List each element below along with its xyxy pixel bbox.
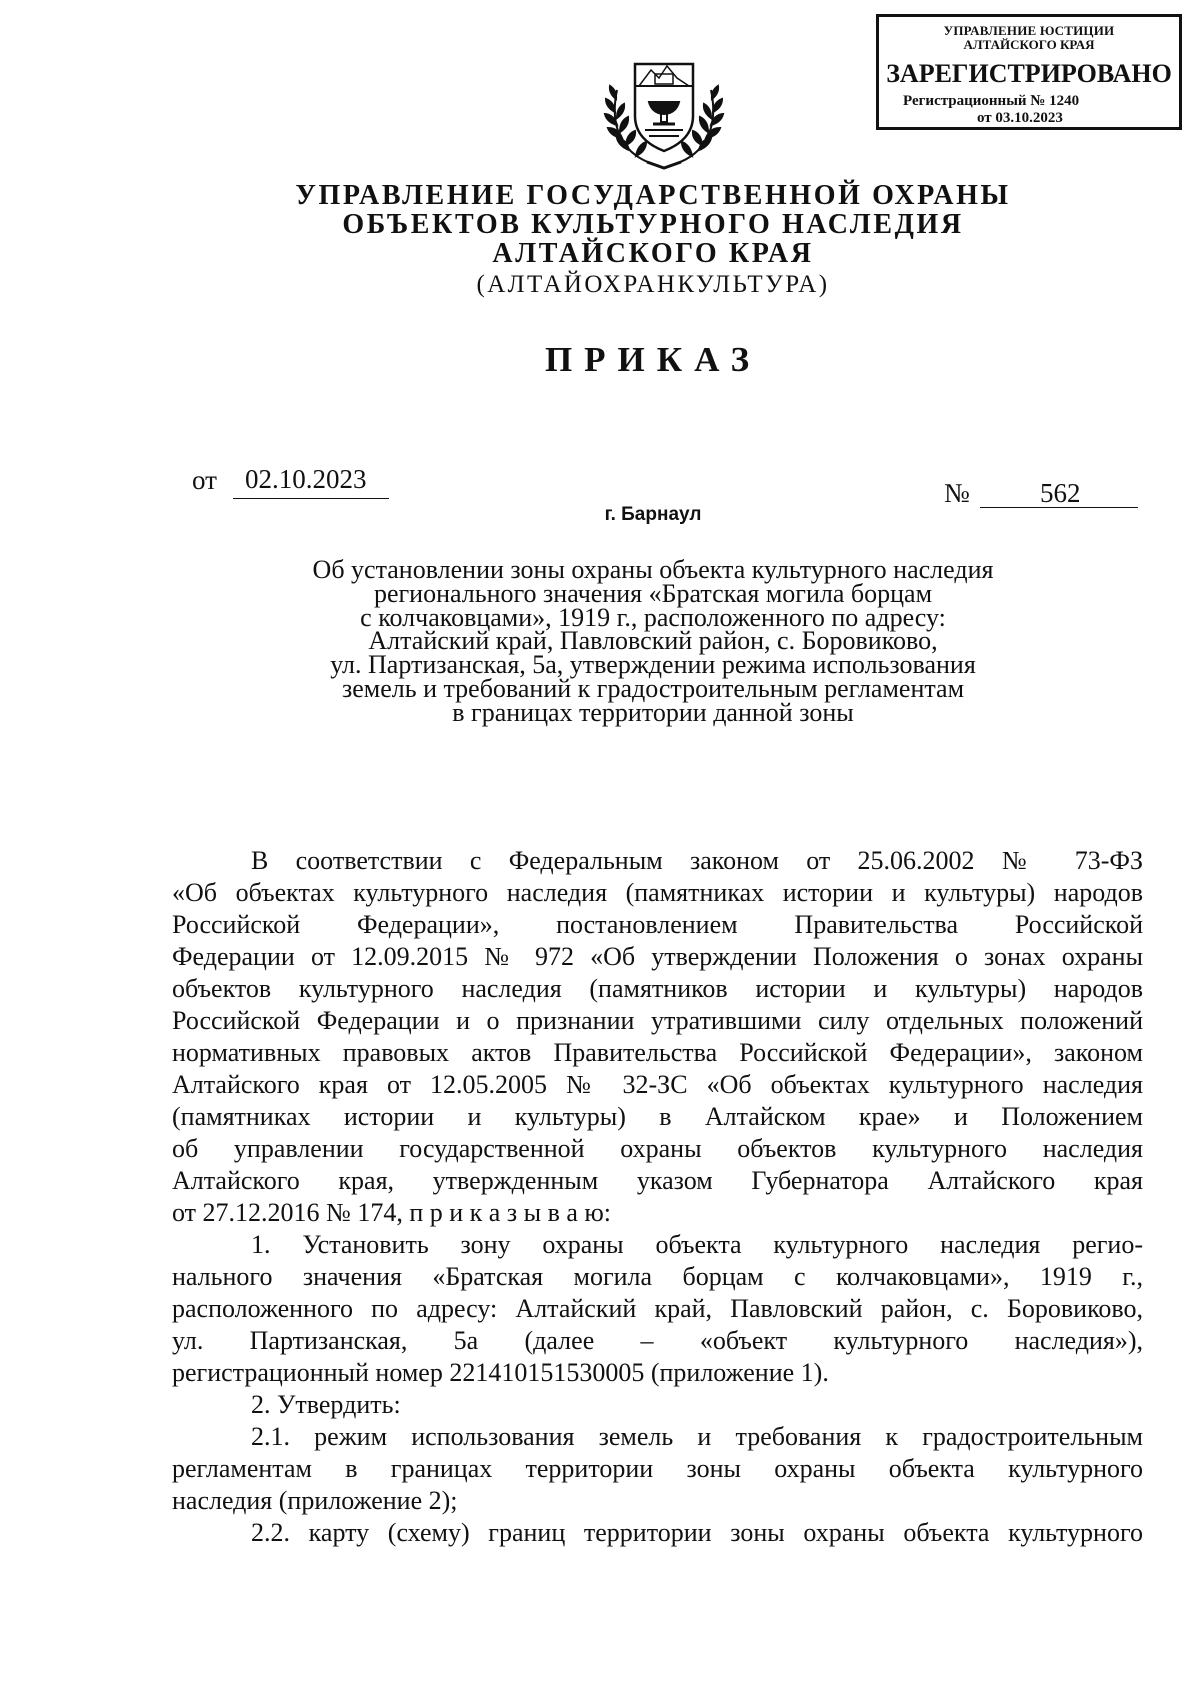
body-line: от 27.12.2016 № 174, п р и к а з ы в а ю: [172,1198,612,1227]
body-line: (памятниках истории и культуры) в Алтайском крае» и Положением [172,1102,1143,1131]
altai-krai-coat-of-arms-icon [595,50,733,174]
body-line: объектов культурного наследия (памятников истории и культуры) народов [172,974,1143,1003]
stamp-authority-line1: УПРАВЛЕНИЕ ЮСТИЦИИ [943,23,1115,38]
number-label: № [944,478,970,508]
body-line: Федерации от 12.09.2015 № 972 «Об утверждении Положения о зонах охраны [172,942,1143,971]
body-line: Алтайского края, утвержденным указом Губернатора Алтайского края [172,1166,1143,1195]
header-line2: ОБЪЕКТОВ КУЛЬТУРНОГО НАСЛЕДИЯ [342,209,964,240]
title-line: с колчаковцами», 1919 г., расположенного по адресу: [360,602,946,632]
body-line: нального значения «Братская могила борцам с колчаковцами», 1919 г., [172,1262,1143,1291]
title-line: в границах территории данной зоны [452,697,854,727]
body-line: «Об объектах культурного наследия (памятниках истории и культуры) народов [172,878,1143,907]
header-line1: УПРАВЛЕНИЕ ГОСУДАРСТВЕННОЙ ОХРАНЫ [295,180,1011,211]
body-line: 2.2. карту (схему) границ территории зоны охраны объекта культурного [251,1518,1143,1547]
stamp-reg-date: от 03.10.2023 [977,110,1063,126]
order-number: 562 [1040,478,1081,508]
stamp-status: ЗАРЕГИСТРИРОВАНО [886,59,1172,88]
body-line: нормативных правовых актов Правительства Российской Федерации», законом [172,1038,1143,1067]
header-line3: АЛТАЙСКОГО КРАЯ [492,238,814,269]
stamp-reg-number: Регистрационный № 1240 [903,93,1080,109]
body-line: регистрационный номер 221410151530005 (приложение 1). [172,1358,829,1387]
body-line: Российской Федерации и о признании утратившими силу отдельных положений [172,1006,1143,1035]
body-line: 2.1. режим использования земель и требования к градостроительным [251,1422,1143,1451]
body-line: 1. Установить зону охраны объекта культурного наследия регио- [251,1230,1143,1259]
body-line: Алтайского края от 12.05.2005 № 32-ЗС «Об объектах культурного наследия [172,1070,1143,1099]
document-type: ПРИКАЗ [544,340,762,379]
date-label: от [192,465,217,495]
document-title [200,555,1106,727]
title-line: Об установлении зоны охраны объекта культурного наследия [312,555,994,584]
body-line: 2. Утвердить: [251,1390,401,1419]
city: г. Барнаул [604,504,702,525]
body-line: расположенного по адресу: Алтайский край, Павловский район, с. Боровиково, [172,1294,1143,1323]
date-underline [233,498,389,499]
stamp-authority-line2: АЛТАЙСКОГО КРАЯ [963,37,1095,52]
title-line: земель и требований к градостроительным регламентам [341,673,965,703]
body-line: регламентам в границах территории зоны охраны объекта культурного [172,1454,1143,1483]
body-line: об управлении государственной охраны объектов культурного наследия [172,1134,1143,1163]
body-line: Российской Федерации», постановлением Правительства Российской [172,910,1143,939]
body-line: ул. Партизанская, 5а (далее – «объект культурного наследия»), [172,1326,1143,1355]
header-line4: (АЛТАЙОХРАНКУЛЬТУРА) [476,271,830,298]
body-line: наследия (приложение 2); [172,1486,458,1515]
body-line: В соответствии с Федеральным законом от 25.06.2002 № 73-ФЗ [251,846,1143,875]
order-date: 02.10.2023 [245,464,367,494]
registration-stamp [876,14,1182,130]
title-line: регионального значения «Братская могила борцам [373,578,933,608]
title-line: Алтайский край, Павловский район, с. Боровиково, [368,626,938,656]
title-line: ул. Партизанская, 5а, утверждении режима использования [330,650,976,680]
